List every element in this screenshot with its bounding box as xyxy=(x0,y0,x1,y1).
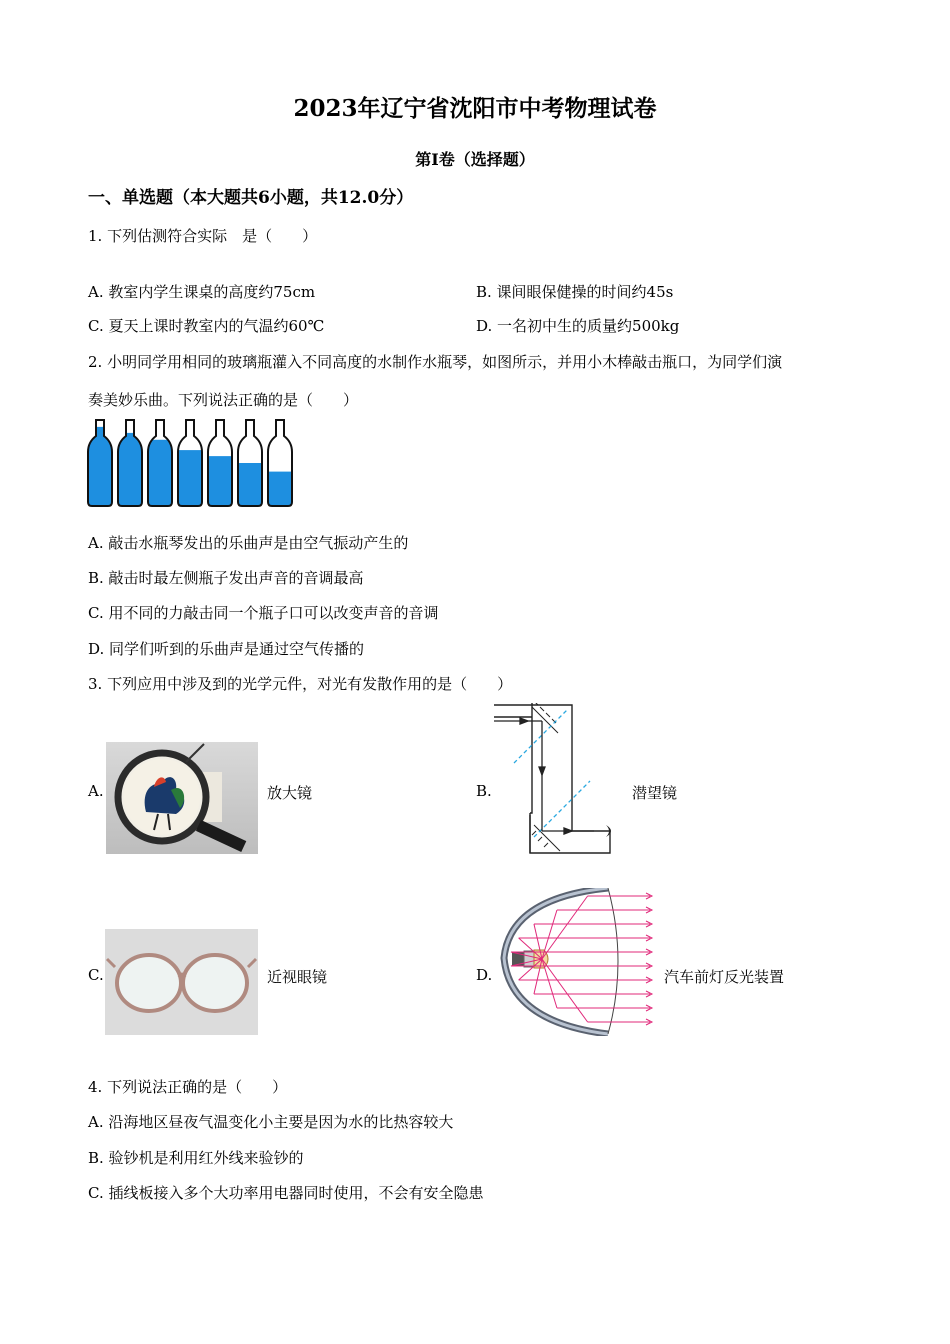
q3-option-a-letter: A. xyxy=(88,782,104,800)
q3-option-b-letter: B. xyxy=(476,782,492,800)
water-fill xyxy=(118,433,142,506)
water-fill xyxy=(208,456,232,506)
q3-option-c-letter: C. xyxy=(88,966,104,984)
water-bottle xyxy=(208,420,232,506)
periscope-diagram xyxy=(494,703,624,855)
water-fill xyxy=(238,463,262,506)
q4-stem: 4. 下列说法正确的是（ ） xyxy=(88,1078,288,1096)
q3-option-c-label: 近视眼镜 xyxy=(267,968,328,986)
water-bottle xyxy=(268,420,292,506)
q1-stem: 1. 下列估测符合实际 是（ ） xyxy=(88,227,318,245)
volume-heading: 第I卷（选择题） xyxy=(415,150,535,169)
q3-option-b-label: 潜望镜 xyxy=(632,784,678,802)
water-bottle xyxy=(178,420,202,506)
q2-option-c: C. 用不同的力敲击同一个瓶子口可以改变声音的音调 xyxy=(88,604,439,622)
headlight-reflector-diagram xyxy=(500,888,656,1036)
q1-option-d: D. 一名初中生的质量约500kg xyxy=(476,317,680,335)
q2-stem-line1: 2. 小明同学用相同的玻璃瓶灌入不同高度的水制作水瓶琴，如图所示，并用小木棒敲击瓶口，为同学们演 xyxy=(88,353,783,371)
q1-option-b: B. 课间眼保健操的时间约45s xyxy=(476,283,674,301)
light-ray-incident xyxy=(542,959,588,1022)
water-fill xyxy=(178,450,202,506)
q4-option-b: B. 验钞机是利用红外线来验钞的 xyxy=(88,1149,304,1167)
q2-option-b: B. 敲击时最左侧瓶子发出声音的音调最高 xyxy=(88,569,364,587)
q3-option-a-label: 放大镜 xyxy=(267,784,313,802)
water-fill xyxy=(268,472,292,506)
page-title: 2023年辽宁省沈阳市中考物理试卷 xyxy=(293,95,657,122)
q4-option-c: C. 插线板接入多个大功率用电器同时使用，不会有安全隐患 xyxy=(88,1184,484,1202)
water-bottles-figure xyxy=(86,418,296,510)
q2-option-d: D. 同学们听到的乐曲声是通过空气传播的 xyxy=(88,640,365,658)
q3-stem: 3. 下列应用中涉及到的光学元件，对光有发散作用的是（ ） xyxy=(88,675,513,693)
q3-option-d-letter: D. xyxy=(476,966,493,984)
q1-option-a: A. 教室内学生课桌的高度约75cm xyxy=(88,283,316,301)
water-bottle xyxy=(238,420,262,506)
section-heading: 一、单选题（本大题共6小题，共12.0分） xyxy=(88,188,414,208)
water-fill xyxy=(88,427,112,506)
water-bottle xyxy=(118,420,142,506)
q4-option-a: A. 沿海地区昼夜气温变化小主要是因为水的比热容较大 xyxy=(88,1113,454,1131)
water-fill xyxy=(148,440,172,506)
glasses-photo xyxy=(105,929,258,1035)
water-bottle xyxy=(88,420,112,506)
q2-stem-line2: 奏美妙乐曲。下列说法正确的是（ ） xyxy=(88,391,359,409)
q2-option-a: A. 敲击水瓶琴发出的乐曲声是由空气振动产生的 xyxy=(88,534,409,552)
q3-option-d-label: 汽车前灯反光装置 xyxy=(664,968,785,986)
q1-option-c: C. 夏天上课时教室内的气温约60℃ xyxy=(88,317,325,335)
magnifier-photo xyxy=(106,742,258,854)
water-bottle xyxy=(148,420,172,506)
